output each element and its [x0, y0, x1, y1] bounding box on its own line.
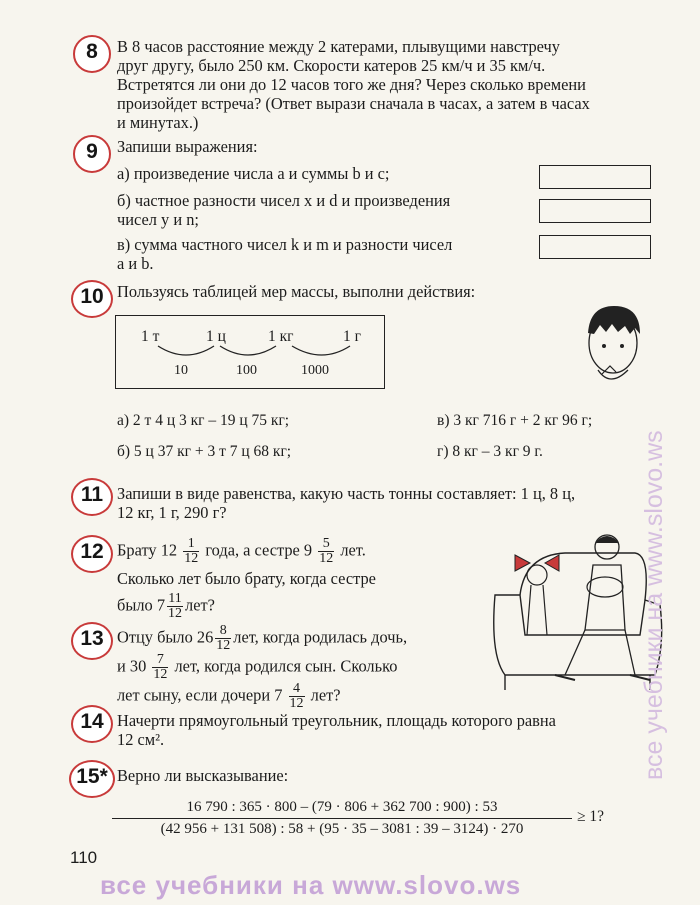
task-number: 8	[73, 35, 111, 73]
answer-box-b[interactable]	[539, 199, 651, 223]
exercise-b: б) 5 ц 37 кг + 3 т 7 ц 68 кг;	[117, 443, 292, 460]
exercise-a: а) 2 т 4 ц 3 кг – 19 ц 75 кг;	[117, 412, 290, 429]
relation: ≥ 1?	[577, 808, 605, 825]
task-text: Верно ли высказывание:	[117, 766, 289, 785]
fraction: $\frac{11}{12}$	[168, 591, 183, 621]
task-number: 10	[71, 280, 113, 318]
task-text: Запиши в виде равенства, какую часть тонны составляет: 1 ц, 8 ц, 12 кг, 1 г, 290 г?	[117, 484, 576, 522]
fraction-denominator: (42 956 + 131 508) : 58 + (95 · 35 – 3081 : 39 – 3124) · 270	[160, 821, 524, 837]
fraction-numerator: 16 790 : 365 · 800 – (79 · 806 + 362 700 : 900) : 53	[112, 799, 572, 819]
factor-label: 100	[236, 363, 257, 378]
boy-illustration	[580, 298, 650, 388]
task-number: 15*	[69, 760, 115, 798]
fraction: $\frac{1}{12}$	[184, 536, 199, 566]
task-text: Пользуясь таблицей мер массы, выполни действия:	[117, 282, 476, 301]
task-text: Начерти прямоугольный треугольник, площадь которого равна 12 см².	[117, 711, 556, 749]
exercise-g: г) 8 кг – 3 кг 9 г.	[437, 443, 543, 460]
unit-label: 1 г	[343, 328, 361, 345]
task-text: Брату 12 $\frac{1}{12}$ года, а сестре 9 $\frac{5}{12}$ лет. Сколько лет было брату, когда сестре было 7 $\frac{11}{12}$ лет?	[117, 536, 376, 621]
fraction: $\frac{8}{12}$	[216, 623, 231, 653]
fraction: $\frac{7}{12}$	[153, 652, 168, 682]
fraction: $\frac{5}{12}$	[319, 536, 334, 566]
answer-box-a[interactable]	[539, 165, 651, 189]
task-text: В 8 часов расстояние между 2 катерами, плывущими навстречу друг другу, было 250 км. Скорости катеров 25 км/ч и 35 км/ч. Встретятся ли они до 12 часов того же дня? Через сколько времени произойдет встреча? (Ответ вырази сначала в часах, а затем в часах и минутах.)	[117, 37, 590, 132]
task-number: 14	[71, 705, 113, 743]
answer-box-c[interactable]	[539, 235, 651, 259]
watermark-side: все учебники на www.slovo.ws	[640, 430, 668, 780]
exercise-v: в) 3 кг 716 г + 2 кг 96 г;	[437, 412, 593, 429]
unit-label: 1 кг	[268, 328, 294, 345]
task-text: Отцу было 26 $\frac{8}{12}$ лет, когда родилась дочь, и 30 $\frac{7}{12}$ лет, когда родился сын. Сколько лет сыну, если дочери 7 $\frac{4}{12}$ лет?	[117, 623, 408, 711]
fraction: $\frac{4}{12}$	[289, 681, 304, 711]
watermark-bottom: все учебники на www.slovo.ws	[100, 870, 522, 900]
factor-label: 1000	[301, 363, 329, 378]
task-number: 13	[71, 622, 113, 660]
task-number: 9	[73, 135, 111, 173]
task-number: 11	[71, 478, 113, 516]
mass-units-table	[115, 315, 385, 389]
page-number: 110	[70, 848, 98, 867]
unit-label: 1 ц	[206, 328, 226, 345]
factor-label: 10	[174, 363, 188, 378]
task-number: 12	[71, 535, 113, 573]
task-text: Запиши выражения: а) произведение числа a и суммы b и c; б) частное разности чисел x и d и произведения чисел y и n; в) сумма частного чисел k и m и разности чисел a и b.	[117, 137, 453, 273]
unit-label: 1 т	[141, 328, 160, 345]
big-fraction	[112, 799, 572, 838]
